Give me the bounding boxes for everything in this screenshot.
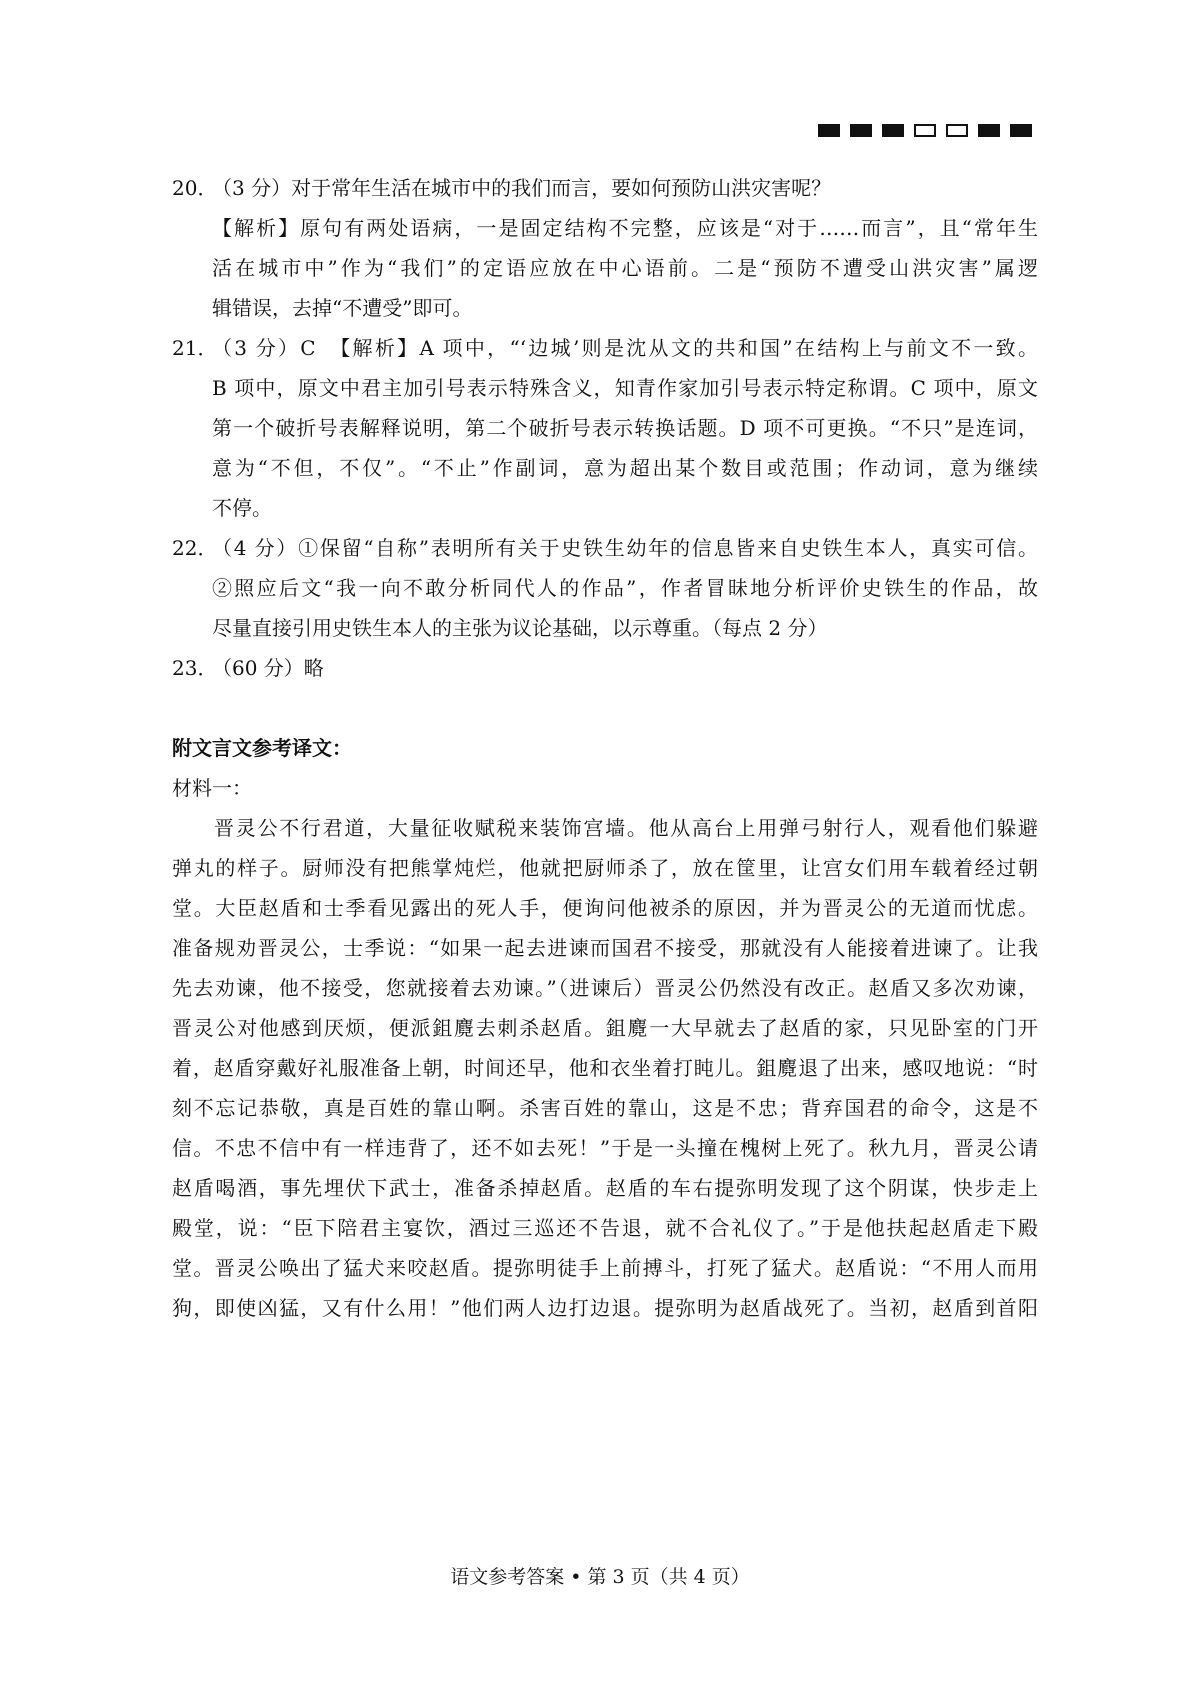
- header-mark: [818, 124, 840, 137]
- translation-line: 晋灵公不行君道，大量征收赋税来装饰宫墙。他从高台上用弹弓射行人，观看他们躲避: [214, 816, 1038, 840]
- translation-line: 狗，即使凶猛，又有什么用！”他们两人边打边退。提弥明为赵盾战死了。当初，赵盾到首阳: [172, 1296, 1038, 1320]
- header-mark: [978, 124, 1000, 137]
- answer-line: （60 分）略: [212, 656, 324, 680]
- page-footer: 语文参考答案 • 第 3 页（共 4 页）: [450, 1566, 750, 1588]
- translation-line: 弹丸的样子。厨师没有把熊掌炖烂，他就把厨师杀了，放在筐里，让宫女们用车载着经过朝: [172, 856, 1038, 880]
- appendix-title: 附文言文参考译文：: [172, 736, 352, 760]
- answer-line: 第一个破折号表解释说明，第二个破折号表示转换话题。D 项不可更换。“不只”是连词，: [212, 416, 1038, 440]
- answer-line: （3 分）C 【解析】A 项中，“‘边城’则是沈从文的共和国”在结构上与前文不一致。: [212, 336, 1038, 360]
- answer-line: 尽量直接引用史铁生本人的主张为议论基础，以示尊重。（每点 2 分）: [212, 616, 828, 640]
- translation-line: 晋灵公对他感到厌烦，便派鉏麑去刺杀赵盾。鉏麑一大早就去了赵盾的家，只见卧室的门开: [172, 1016, 1038, 1040]
- material-label: 材料一：: [172, 776, 252, 800]
- translation-line: 先去劝谏，他不接受，您就接着去劝谏。”（进谏后）晋灵公仍然没有改正。赵盾又多次劝谏，: [172, 976, 1038, 1000]
- question-number: 20．: [172, 176, 218, 200]
- question-22: [172, 528, 1038, 648]
- question-23: [172, 648, 1038, 688]
- translation-line: 刻不忘记恭敬，真是百姓的靠山啊。杀害百姓的靠山，这是不忠；背弃国君的命令，这是不: [172, 1096, 1038, 1120]
- answer-line: （4 分）①保留“自称”表明所有关于史铁生幼年的信息皆来自史铁生本人，真实可信。: [212, 536, 1038, 560]
- answer-line: （3 分）对于常年生活在城市中的我们而言，要如何预防山洪灾害呢？: [212, 176, 832, 200]
- answer-line: 活在城市中”作为“我们”的定语应放在中心语前。二是“预防不遭受山洪灾害”属逻: [212, 256, 1038, 280]
- answer-line: 不停。: [212, 496, 272, 520]
- answer-line: 意为“不但，不仅”。“不止”作副词，意为超出某个数目或范围；作动词，意为继续: [212, 456, 1038, 480]
- question-number: 23．: [172, 656, 218, 680]
- header-mark: [850, 124, 872, 137]
- header-mark: [946, 124, 968, 137]
- translation-line: 堂。晋灵公唤出了猛犬来咬赵盾。提弥明徒手上前搏斗，打死了猛犬。赵盾说：“不用人而用: [172, 1256, 1038, 1280]
- question-number: 22．: [172, 536, 218, 560]
- exam-header-marks: [818, 124, 1032, 137]
- translation-line: 信。不忠不信中有一样违背了，还不如去死！”于是一头撞在槐树上死了。秋九月，晋灵公请: [172, 1136, 1038, 1160]
- question-20: [172, 168, 1038, 328]
- question-number: 21．: [172, 336, 218, 360]
- answer-content: [172, 168, 1038, 1328]
- answer-line: 【解析】原句有两处语病，一是固定结构不完整，应该是“对于……而言”，且“常年生: [212, 216, 1038, 240]
- translation-body: [172, 808, 1038, 1328]
- translation-line: 赵盾喝酒，事先埋伏下武士，准备杀掉赵盾。赵盾的车右提弥明发现了这个阴谋，快步走上: [172, 1176, 1038, 1200]
- question-21: [172, 328, 1038, 528]
- header-mark: [1010, 124, 1032, 137]
- answer-line: B 项中，原文中君主加引号表示特殊含义，知青作家加引号表示特定称谓。C 项中，原文: [212, 376, 1038, 400]
- translation-line: 堂。大臣赵盾和士季看见露出的死人手，便询问他被杀的原因，并为晋灵公的无道而忧虑。: [172, 896, 1038, 920]
- translation-line: 殿堂，说：“臣下陪君主宴饮，酒过三巡还不告退，就不合礼仪了。”于是他扶起赵盾走下殿: [172, 1216, 1038, 1240]
- translation-line: 着，赵盾穿戴好礼服准备上朝，时间还早，他和衣坐着打盹儿。鉏麑退了出来，感叹地说：“时: [172, 1056, 1038, 1080]
- translation-line: 准备规劝晋灵公，士季说：“如果一起去进谏而国君不接受，那就没有人能接着进谏了。让我: [172, 936, 1038, 960]
- answer-line: ②照应后文“我一向不敢分析同代人的作品”，作者冒昧地分析评价史铁生的作品，故: [212, 576, 1038, 600]
- header-mark: [882, 124, 904, 137]
- header-mark: [914, 124, 936, 137]
- answer-line: 辑错误，去掉“不遭受”即可。: [212, 296, 473, 320]
